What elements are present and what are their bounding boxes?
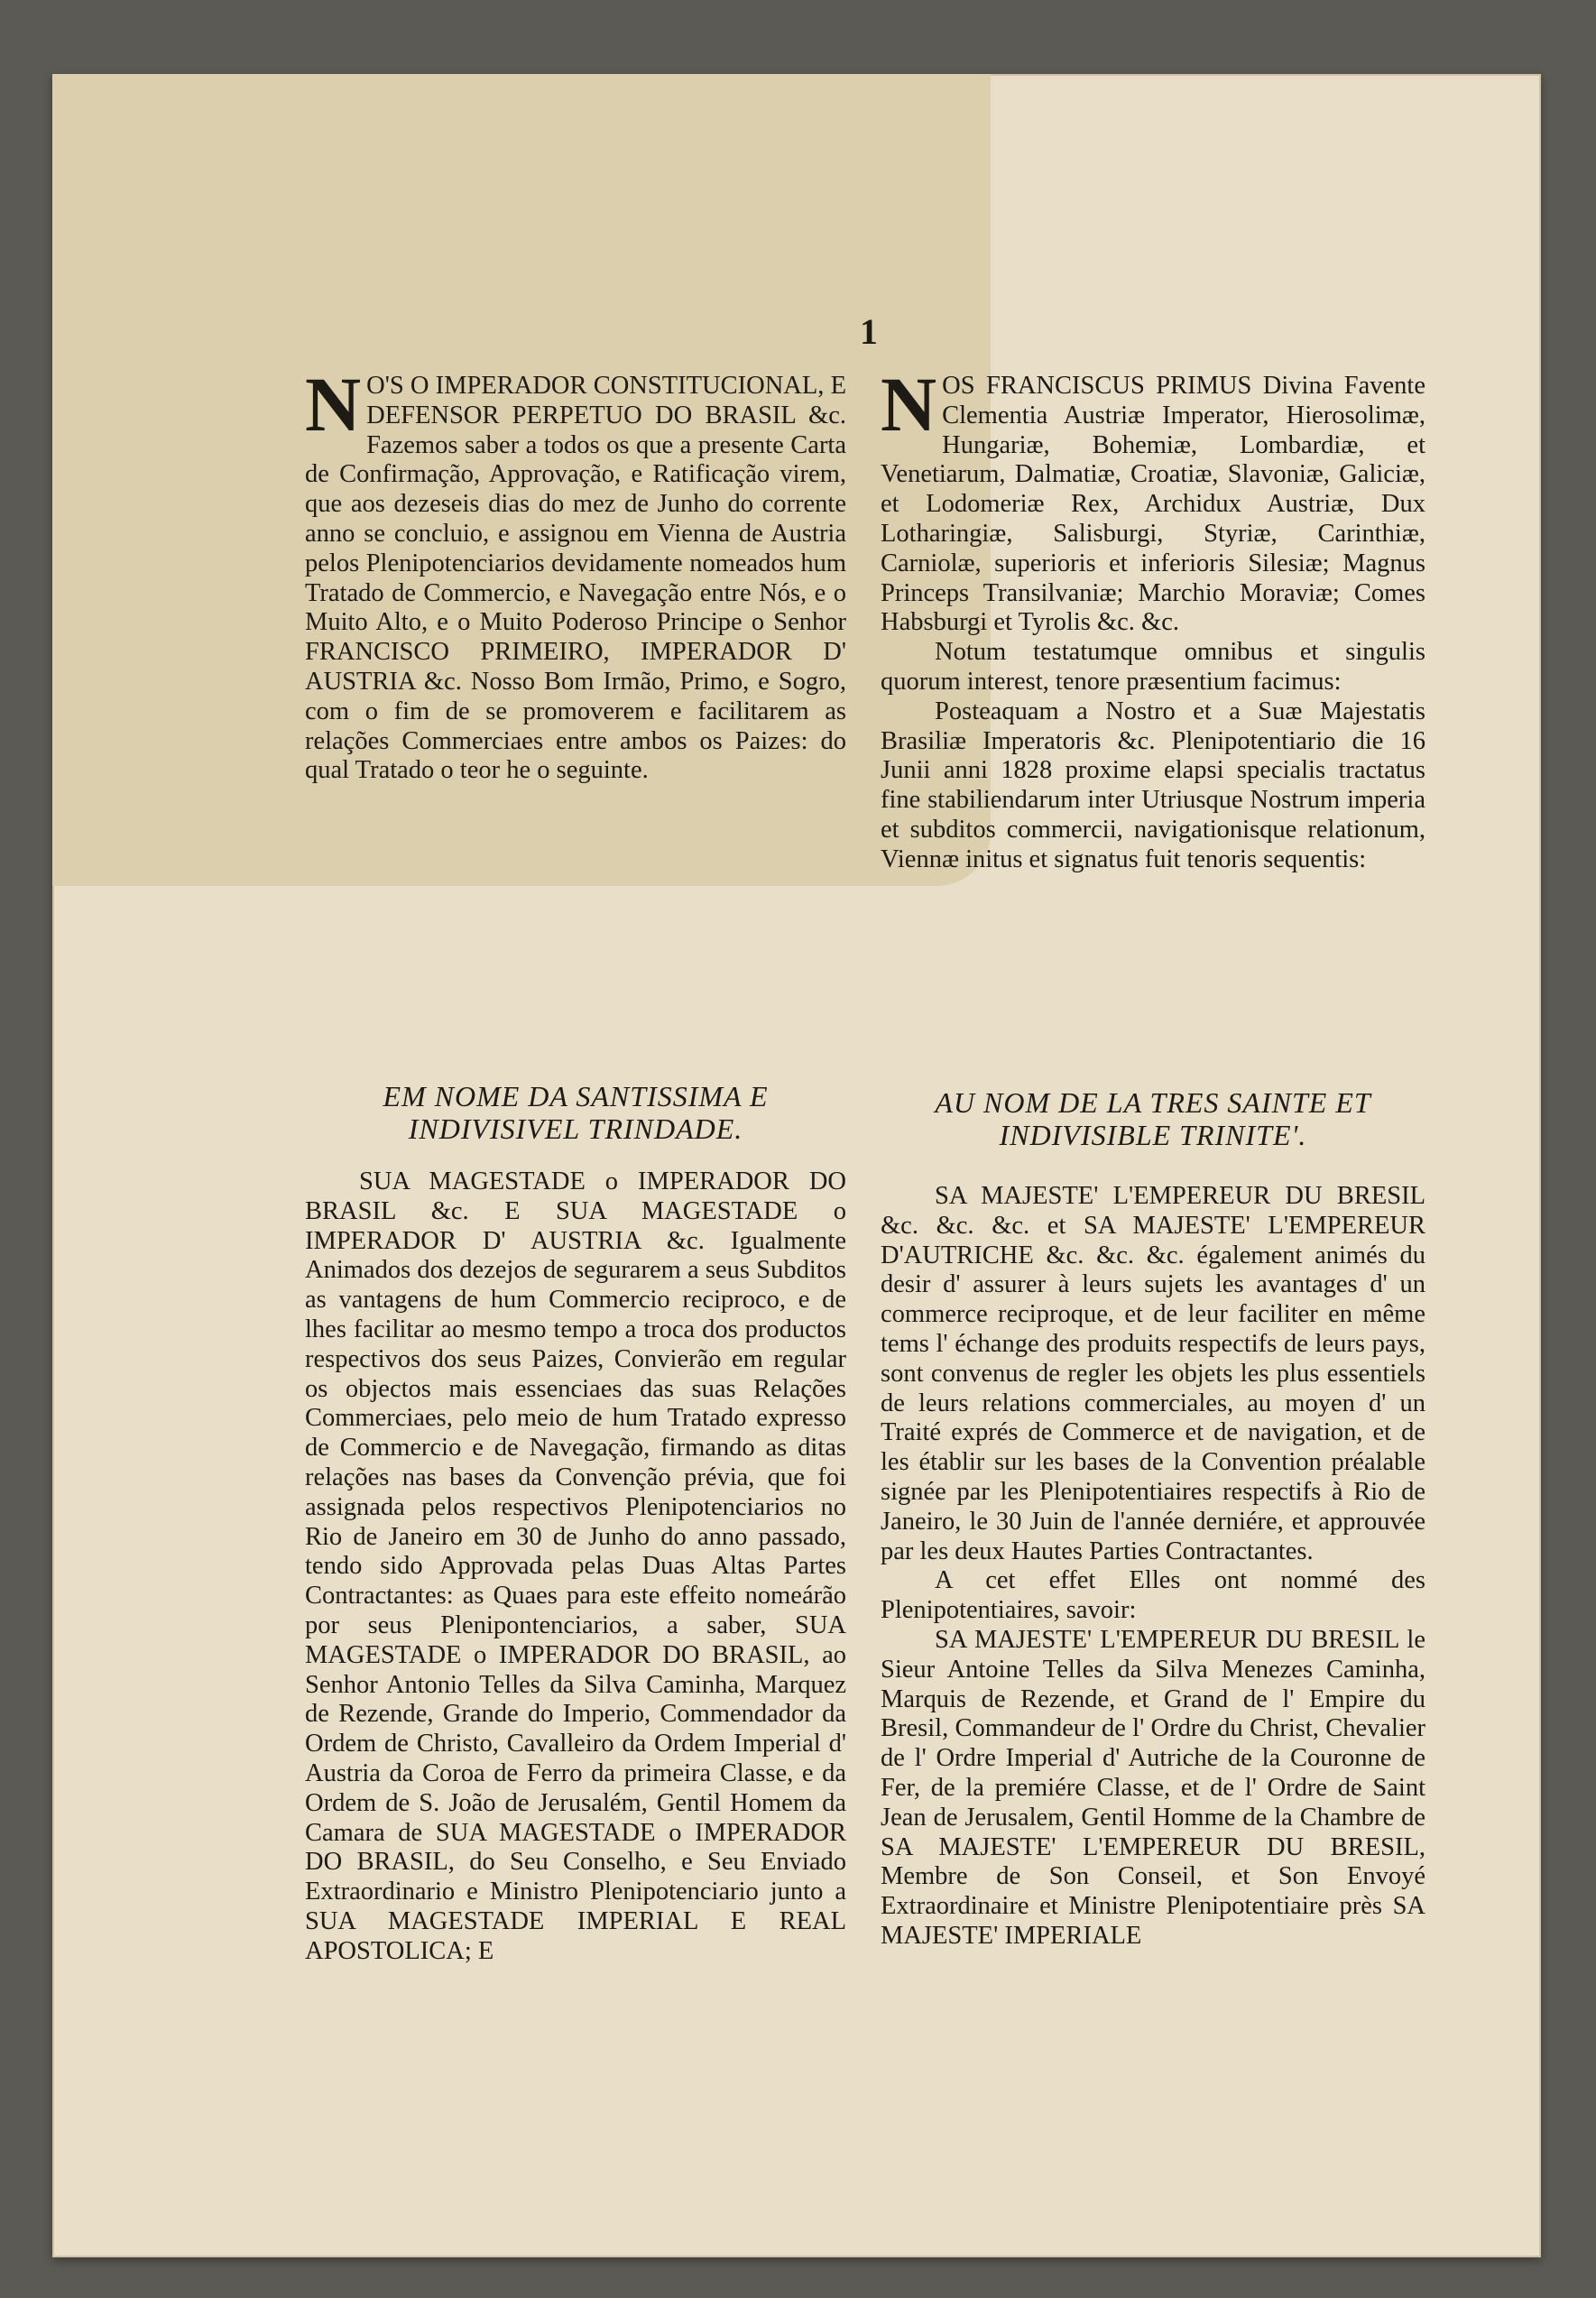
right-intro bbox=[881, 361, 1425, 875]
page-number: 1 bbox=[860, 311, 878, 352]
right-body-text: SA MAJESTE' L'EMPEREUR DU BRESIL &c. &c. &c. et SA MAJESTE' L'EMPEREUR D'AUTRICHE &c. &c. &c. également animés du desir d' assurer à leurs sujets les avantages d' un commerce reciproque, et de leur faciliter en même tems l' échange des produits respectifs de leurs pays, sont convenus de regler les objets les plus essentiels de leurs relations commerciales, au moyen d' un Traité exprés de Commerce et de navigation, et de les établir sur les bases de la Convention préalable signée par les Plenipotentiaires respectifs à Rio de Janeiro, le 30 Juin de l'année derniére, et approuvée par les deux Hautes Parties Contractantes. bbox=[881, 1182, 1425, 1565]
right-intro-paragraph bbox=[881, 361, 1425, 638]
left-body bbox=[305, 1167, 846, 1967]
left-intro-text: O'S O IMPERADOR CONSTITUCIONAL, E DEFENSOR PERPETUO DO BRASIL &c. Fazemos saber a todos os que a presente Carta de Confirmação, Approvação, e Ratificação virem, que aos dezeseis dias do mez de Junho do corrente anno se concluio, e assignou em Vienna de Austria pelos Plenipotenciarios devidamente nomeados hum Tratado de Commercio, e Navegação entre Nós, e o Muito Alto, e o Muito Poderoso Principe o Senhor FRANCISCO PRIMEIRO, IMPERADOR D' AUSTRIA &c. Nosso Bom Irmão, Primo, e Sogro, com o fim de se promoverem e facilitarem as relações Commerciaes entre ambos os Paizes: do qual Tratado o teor he o seguinte. bbox=[305, 372, 846, 785]
right-body bbox=[881, 1182, 1425, 1952]
left-heading-block bbox=[305, 1080, 846, 1145]
right-final-text: SA MAJESTE' L'EMPEREUR DU BRESIL le Sieur Antoine Telles da Silva Menezes Caminha, Marquis de Rezende, et Grand de l' Empire du Bresil, Commandeur de l' Ordre du Christ, Chevalier de l' Ordre Imperial d' Autriche de la Couronne de Fer, de la premiére Classe, et de l' Ordre de Saint Jean de Jerusalem, Gentil Homme de la Chambre de SA MAJESTE' L'EMPEREUR DU BRESIL, Membre de Son Conseil, et Son Envoyé Extraordinaire et Ministre Plenipotentiaire près SA MAJESTE' IMPERIALE bbox=[881, 1625, 1425, 1950]
right-drop-cap: N bbox=[881, 361, 937, 448]
left-drop-cap: N bbox=[305, 361, 362, 448]
left-intro bbox=[305, 361, 846, 786]
right-acet-text: A cet effet Elles ont nommé des Plenipotentiaires, savoir: bbox=[881, 1566, 1425, 1625]
left-body-text: SUA MAGESTADE o IMPERADOR DO BRASIL &c. E SUA MAGESTADE o IMPERADOR D' AUSTRIA &c. Igualmente Animados dos dezejos de segurarem a seus Subditos as vantagens de hum Commercio reciproco, e de lhes facilitar ao mesmo tempo a troca dos productos respectivos dos seus Paizes, Convierão em regular os objectos mais essenciaes das suas Relações Commerciaes, pelo meio de hum Tratado expresso de Commercio e de Navegação, firmando as ditas relações nas bases da Convenção prévia, que foi assignada pelos respectivos Plenipotenciarios no Rio de Janeiro em 30 de Junho do anno passado, tendo sido Approvada pelas Duas Altas Partes Contractantes: as Quaes para este effeito nomeárão por seus Plenipontenciarios, a saber, SUA MAGESTADE o IMPERADOR DO BRASIL, ao Senhor Antonio Telles da Silva Caminha, Marquez de Rezende, Grande do Imperio, Commendador da Ordem de Christo, Cavalleiro da Ordem Imperial d' Austria da Coroa de Ferro da primeira Classe, e da Ordem de S. João de Jerusalém, Gentil Homem da Camara de SUA MAGESTADE o IMPERADOR DO BRASIL, do Seu Conselho, e Seu Enviado Extraordinario e Ministro Plenipotenciario junto a SUA MAGESTADE IMPERIAL E REAL APOSTOLICA; E bbox=[305, 1167, 846, 1965]
document-page bbox=[52, 74, 1541, 2257]
right-heading: AU NOM DE LA TRES SAINTE ET INDIVISIBLE TRINITE'. bbox=[935, 1086, 1371, 1151]
right-heading-block bbox=[881, 1086, 1425, 1151]
right-posteaquam-text: Posteaquam a Nostro et a Suæ Majestatis Brasiliæ Imperatoris &c. Plenipotentiario die 16 Junii anni 1828 proxime elapsi specialis tractatus fine stabiliendarum inter Utriusque Nostrum imperia et subditos commercii, navigationisque relationum, Viennæ initus et signatus fuit tenoris sequentis: bbox=[881, 697, 1425, 873]
right-intro-text: OS FRANCISCUS PRIMUS Divina Favente Clementia Austriæ Imperator, Hierosolimæ, Hungariæ, Bohemiæ, Lombardiæ, et Venetiarum, Dalmatiæ, Croatiæ, Slavoniæ, Galiciæ, et Lodomeriæ Rex, Archidux Austriæ, Dux Lotharingiæ, Salisburgi, Styriæ, Carinthiæ, Carniolæ, superioris et inferioris Silesiæ; Magnus Princeps Transilvaniæ; Marchio Moraviæ; Comes Habsburgi et Tyrolis &c. &c. bbox=[881, 372, 1425, 637]
left-heading: EM NOME DA SANTISSIMA E INDIVISIVEL TRINDADE. bbox=[383, 1080, 769, 1145]
right-notum-text: Notum testatumque omnibus et singulis quorum interest, tenore præsentium facimus: bbox=[881, 638, 1425, 696]
left-intro-paragraph bbox=[305, 361, 846, 786]
